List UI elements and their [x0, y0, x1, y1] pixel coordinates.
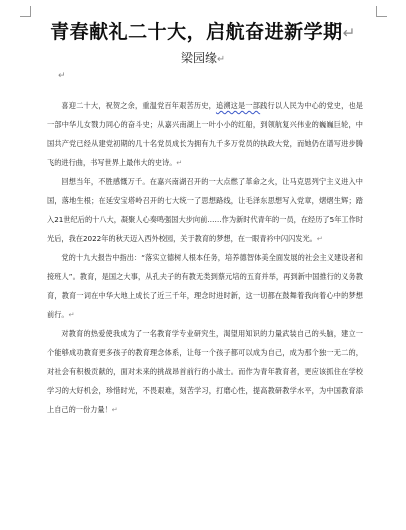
author-line[interactable] — [0, 49, 406, 66]
paragraph-text: 党的十九大报告中指出：“落实立德树人根本任务，培养德智体美全面发展的社会主义建设者和接班人”。教育，是国之大事，从孔夫子的有教无类到蔡元培的五育并举，再到新中国推行的义务教育，教育一词在中华大地上成长了近三千年，理念时进时新，这一切都在鼓舞着我向着心中的梦想前行。 — [47, 253, 363, 319]
paragraph-mark-icon: ↵ — [58, 71, 66, 81]
body-paragraph-2[interactable] — [47, 172, 363, 248]
author-name: 梁园缘 — [180, 51, 217, 65]
crop-mark-top-left — [20, 6, 31, 17]
title-text: 青春献礼二十大，启航奋进新学期 — [50, 21, 343, 43]
empty-paragraph[interactable] — [58, 71, 66, 81]
body-paragraph-3[interactable] — [47, 248, 363, 324]
paragraph-mark-icon: ↵ — [216, 54, 226, 65]
paragraph-mark-icon: ↵ — [316, 234, 323, 243]
paragraph-mark-icon: ↵ — [111, 405, 118, 414]
document-title[interactable] — [0, 17, 406, 44]
paragraph-mark-icon: ↵ — [176, 158, 183, 167]
paragraph-text: 喜迎二十大，祝贺之余，重温党百年艰苦历史， — [61, 101, 216, 110]
paragraph-mark-icon: ↵ — [68, 310, 75, 319]
crop-mark-top-right — [376, 6, 387, 17]
document-body — [47, 96, 363, 419]
body-paragraph-1[interactable] — [47, 96, 363, 172]
paragraph-text: 回想当年，不胜感慨万千。在嘉兴南湖召开的一大点燃了革命之火，让马克思列宁主义进入中国，落地生根；在延安宝塔岭召开的七大统一了思想路线，让毛泽东思想写入党章，熠熠生辉；踏入21世纪后的十八大，凝聚人心奏鸣强国大步向前……作为新时代青年的一员，在经历了5年工作时光后，我在2022年的秋天迈入西外校园，关于教育的梦想，在一眼青衿中闪闪发光。 — [47, 177, 363, 243]
body-paragraph-4[interactable] — [47, 324, 363, 419]
paragraph-mark-icon: ↵ — [342, 24, 356, 42]
paragraph-text: 践行以人民为中心的党史，也是一部中华儿女戮力同心的奋斗史；从嘉兴南湖上一叶小小的红船，到领航复兴伟业的巍巍巨轮，中国共产党已经从建党初期的几十名党员成长为拥有九千多万党员的执政大党，而她仍在谱写进步腾飞的进行曲，书写世界上最伟大的史诗。 — [47, 101, 363, 167]
grammar-flagged-text[interactable]: 追溯这是一部 — [215, 101, 261, 110]
paragraph-text: 对教育的热爱使我成为了一名教育学专业研究生，渴望用知识的力量武装自己的头脑，建立一个能够成功教育更多孩子的教育理念体系，让每一个孩子都可以成为自己，成为那个独一无二的，对社会有积极贡献的，面对未来的挑战昂首前行的小战士。而作为青年教育者，更应该抓住在学校学习的大好机会，珍惜时光，不畏艰难，刻苦学习，打磨心性，提高教研教学水平，为中国教育添上自己的一份力量！ — [47, 329, 363, 414]
